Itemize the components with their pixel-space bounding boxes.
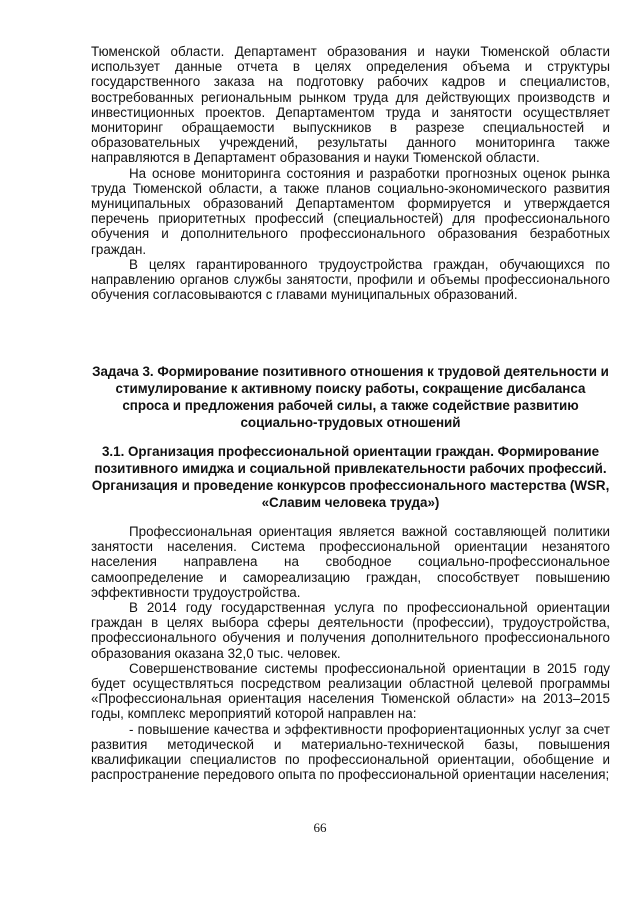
paragraph: В целях гарантированного трудоустройства граждан, обучающихся по направлению органов службы занятости, профили и объемы профессионального обучения согласовываются с главами муниципальных образований. bbox=[91, 256, 610, 303]
paragraph: - повышение качества и эффективности профориентационных услуг за счет развития методической и материально-технической базы, повышения квалификации специалистов по профессиональной ориентации, обобщение и распространение передового опыта по профессиональной ориентации населения; bbox=[91, 721, 610, 783]
section-top-text bbox=[91, 44, 610, 302]
paragraph: Тюменской области. Департамент образования и науки Тюменской области использует данные отчета в целях определения объема и структуры государственного заказа на подготовку рабочих кадров и специалистов, востребованных региональным рынком труда для действующих производств и инвестиционных проектов. Департаментом труда и занятости осуществляет мониторинг обращаемости выпускников в разрезе специальностей и образовательных учреждений, результаты данного мониторинга также направляются в Департамент образования и науки Тюменской области. bbox=[91, 44, 610, 166]
paragraph: На основе мониторинга состояния и разработки прогнозных оценок рынка труда Тюменской области, а также планов социально-экономического развития муниципальных образований Департаментом формируется и утверждается перечень приоритетных профессий (специальностей) для профессионального обучения и дополнительного профессионального образования безработных граждан. bbox=[91, 165, 610, 257]
page-number: 66 bbox=[313, 820, 327, 835]
section-bottom-text bbox=[91, 524, 610, 782]
paragraph: В 2014 году государственная услуга по профессиональной ориентации граждан в целях выбора сферы деятельности (профессии), трудоустройства, профессионального обучения и получения дополнительного профессионального образования оказана 32,0 тыс. человек. bbox=[91, 600, 610, 661]
task-heading: Задача 3. Формирование позитивного отношения к трудовой деятельности и стимулирование к активному поиску работы, сокращение дисбаланса спроса и предложения рабочей силы, а также содействие развитию социально-трудовых отношений bbox=[92, 364, 609, 430]
paragraph: Совершенствование системы профессиональной ориентации в 2015 году будет осуществляться посредством реализации областной целевой программы «Профессиональная ориентация населения Тюменской области» на 2013–2015 годы, комплекс мероприятий которой направлен на: bbox=[91, 660, 610, 722]
subsection-heading: 3.1. Организация профессиональной ориентации граждан. Формирование позитивного имиджа и социальной привлекательности рабочих профессий. Организация и проведение конкурсов профессионального мастерства (WSR, «Славим человека труда») bbox=[91, 444, 610, 510]
paragraph: Профессиональная ориентация является важной составляющей политики занятости населения. Система профессиональной ориентации незанятого населения направлена на свободное социально-профессиональное самоопределение и самореализацию граждан, способствует повышению эффективности трудоустройства. bbox=[91, 524, 610, 600]
